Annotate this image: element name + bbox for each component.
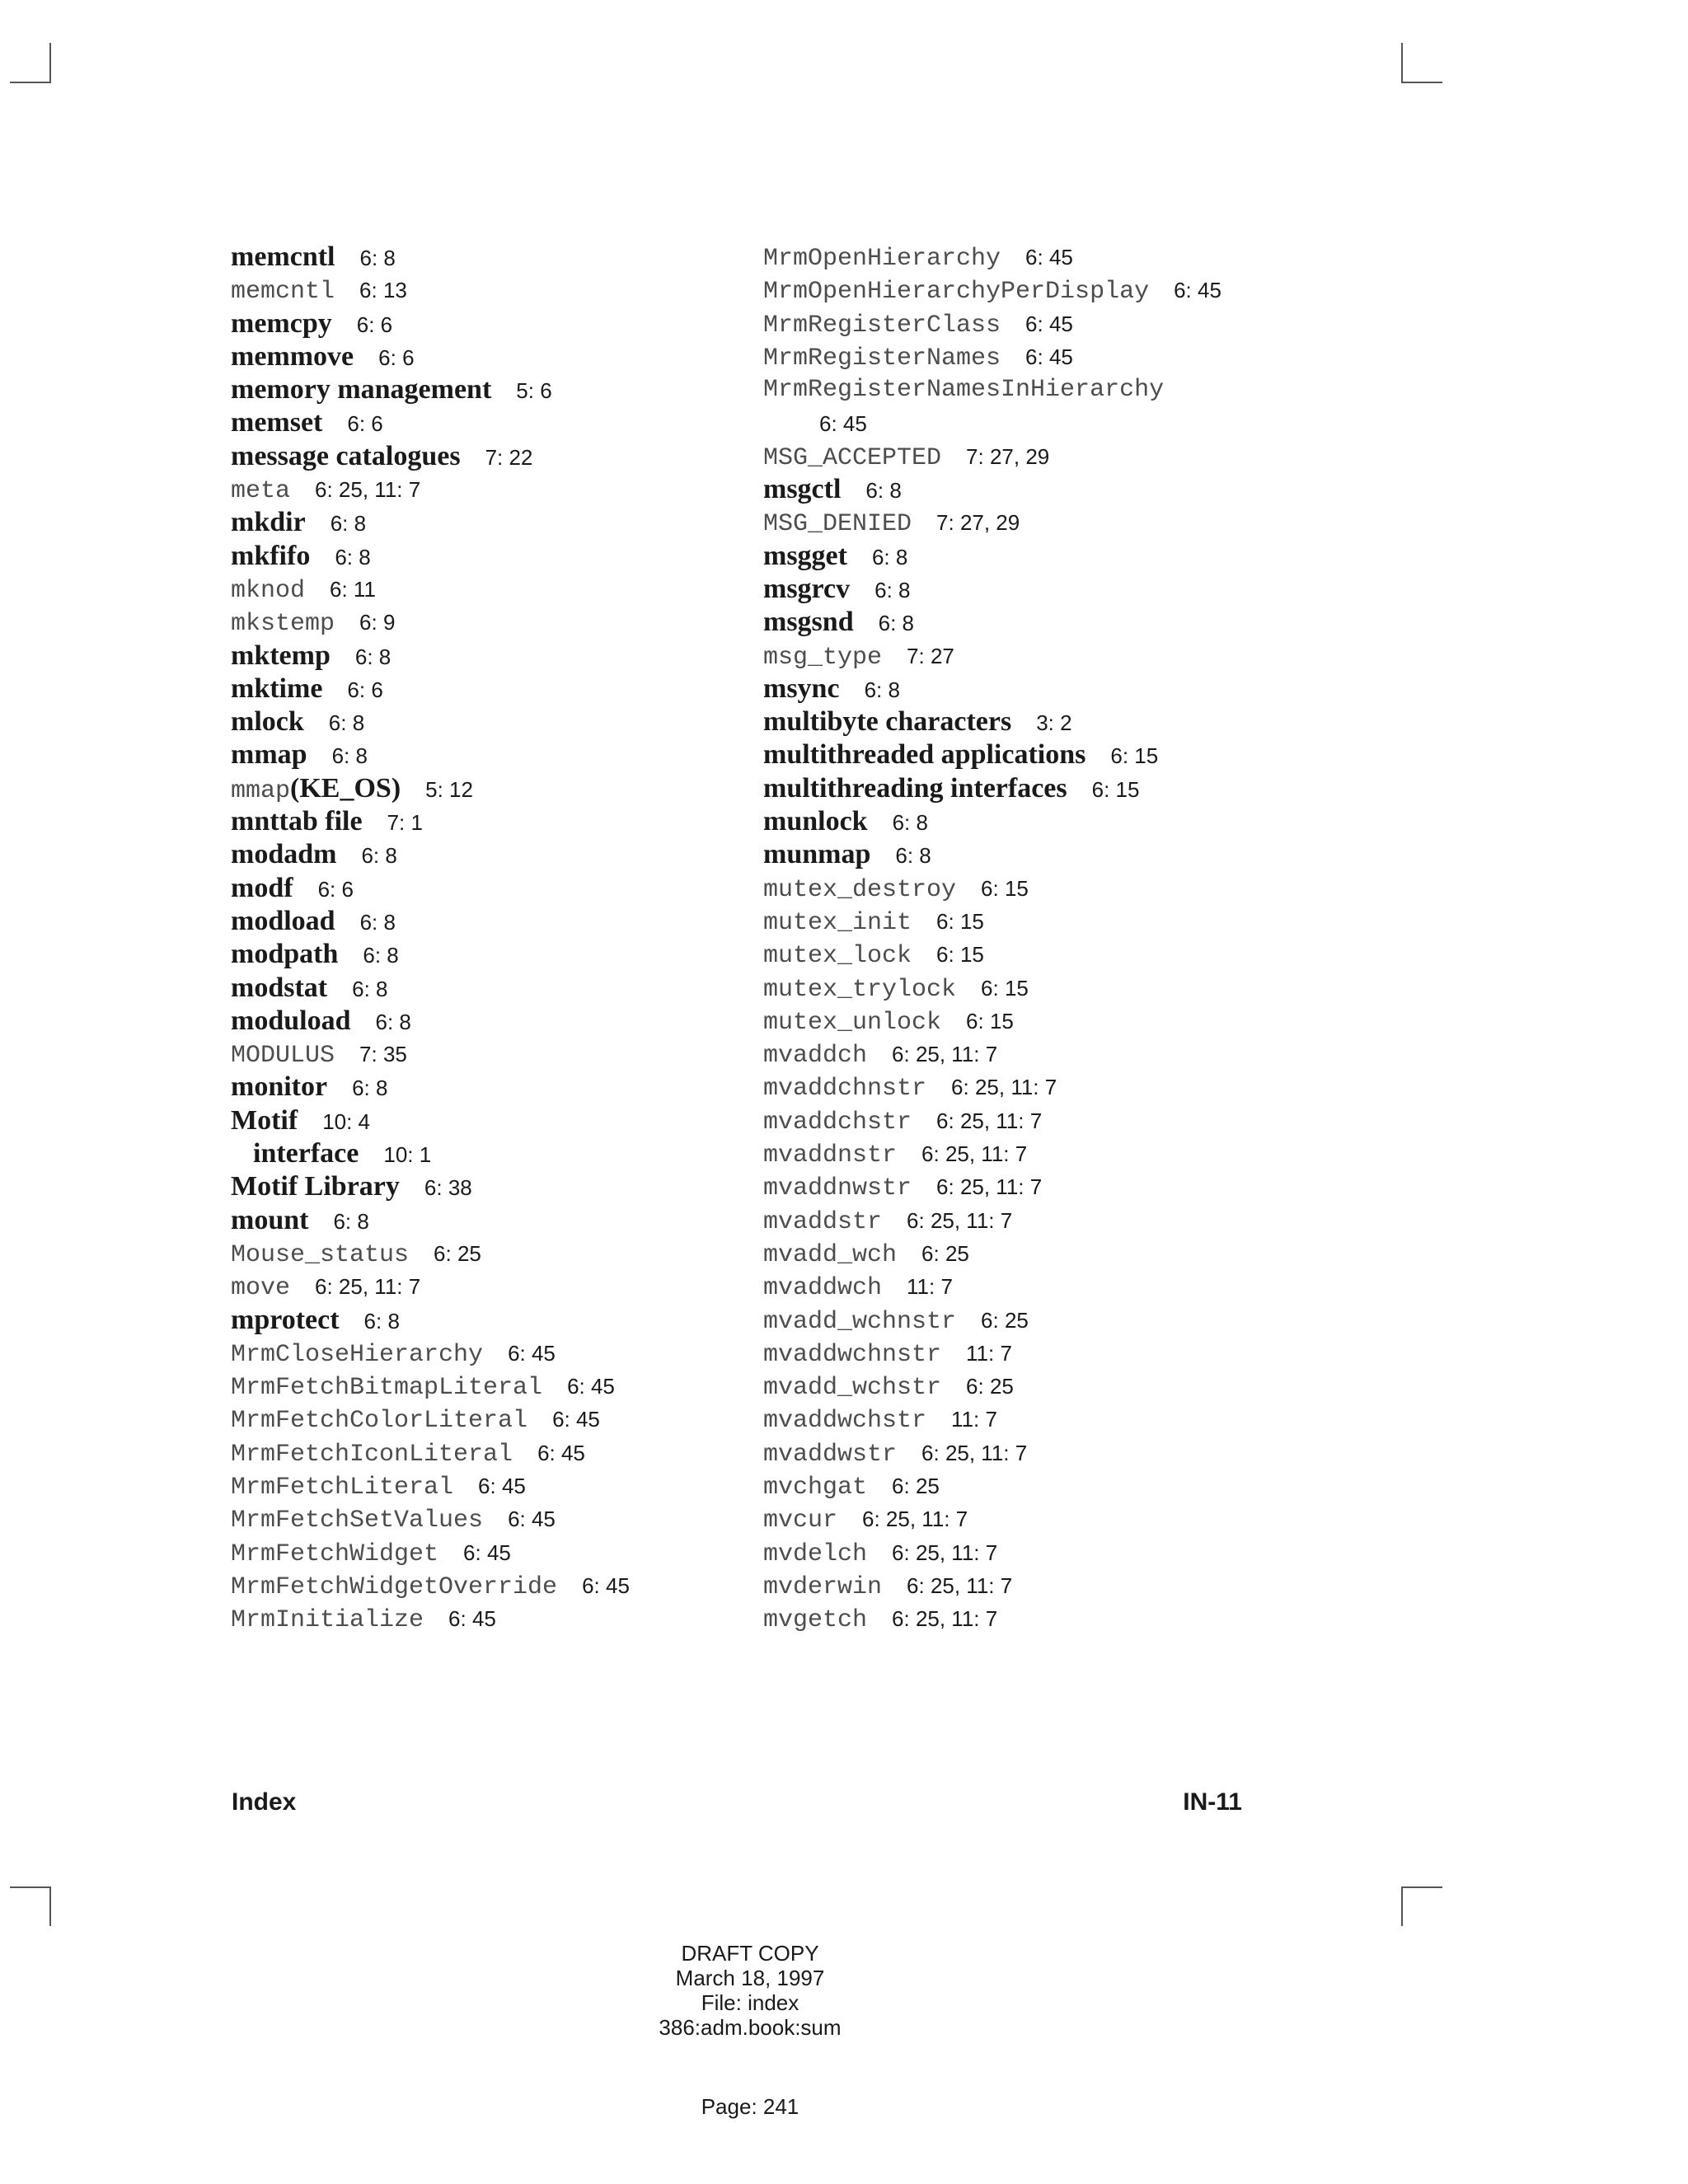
index-term: memory management xyxy=(231,374,492,405)
index-entry xyxy=(763,1270,1340,1303)
index-entry xyxy=(231,1237,742,1270)
index-page-refs: 6: 25 xyxy=(892,1473,940,1498)
index-term: mvgetch xyxy=(763,1606,868,1635)
index-term: memcntl xyxy=(231,241,335,272)
index-entry xyxy=(231,1104,742,1137)
index-term: MrmOpenHierarchyPerDisplay xyxy=(763,278,1150,307)
index-page-refs: 6: 8 xyxy=(363,1308,400,1333)
index-page-refs: 6: 8 xyxy=(333,1208,369,1234)
index-page-refs: 6: 45 xyxy=(448,1606,496,1632)
index-page-refs: 6: 25, 11: 7 xyxy=(921,1440,1028,1465)
index-term: mvdelch xyxy=(763,1540,868,1568)
index-entry xyxy=(231,1403,742,1436)
index-page-refs: 6: 25, 11: 7 xyxy=(936,1108,1043,1133)
index-entry xyxy=(231,340,742,373)
crop-mark-bottom-right-h xyxy=(1401,1886,1442,1888)
index-entry xyxy=(231,1469,742,1502)
index-page-refs: 6: 8 xyxy=(352,976,388,1001)
index-term: mutex_lock xyxy=(763,942,912,971)
index-term: mktemp xyxy=(231,640,331,671)
index-page-refs: 11: 7 xyxy=(951,1407,997,1432)
index-term: meta xyxy=(231,477,291,506)
index-term: msgctl xyxy=(763,474,842,505)
index-page-refs: 6: 8 xyxy=(871,544,908,569)
index-page-refs: 6: 25, 11: 7 xyxy=(936,1174,1043,1200)
index-page-refs: 6: 45 xyxy=(567,1374,615,1399)
index-entry xyxy=(763,640,1340,673)
index-entry xyxy=(231,705,742,738)
index-term: MrmFetchIconLiteral xyxy=(231,1440,513,1469)
index-term: MrmCloseHierarchy xyxy=(231,1340,484,1369)
index-entry xyxy=(231,606,742,639)
index-page-refs: 6: 25, 11: 7 xyxy=(315,1274,421,1300)
index-entry xyxy=(763,406,1340,439)
index-page-refs: 6: 15 xyxy=(981,875,1029,901)
index-term: Motif Library xyxy=(231,1171,400,1202)
index-entry xyxy=(763,1337,1340,1370)
index-term: mkfifo xyxy=(231,540,311,571)
index-entry xyxy=(763,1469,1340,1502)
index-term: Mouse_status xyxy=(231,1240,410,1269)
index-entry xyxy=(763,307,1340,340)
index-term: mutex_init xyxy=(763,908,912,937)
index-entry xyxy=(231,1170,742,1203)
index-term: modpath xyxy=(231,939,339,970)
index-term: Motif xyxy=(231,1104,298,1136)
index-page-refs: 7: 27, 29 xyxy=(936,510,1020,536)
index-entry xyxy=(763,1436,1340,1469)
index-term: mutex_trylock xyxy=(763,975,957,1004)
index-term: mvaddstr xyxy=(763,1207,883,1236)
index-entry xyxy=(763,1237,1340,1270)
index-term: MrmFetchBitmapLiteral xyxy=(231,1374,543,1403)
index-page-refs: 6: 45 xyxy=(1025,344,1073,369)
index-entry xyxy=(231,1569,742,1602)
index-term: mvaddwstr xyxy=(763,1440,898,1469)
index-entry xyxy=(231,872,742,905)
index-term: multibyte characters xyxy=(763,706,1012,738)
index-entry xyxy=(763,838,1340,871)
index-entry xyxy=(231,506,742,539)
index-page-refs: 6: 8 xyxy=(864,677,900,702)
index-entry xyxy=(763,540,1340,573)
index-term: mvaddwch xyxy=(763,1274,883,1303)
index-term: move xyxy=(231,1274,291,1303)
index-entry xyxy=(763,1569,1340,1602)
index-page-refs: 7: 27 xyxy=(907,643,954,668)
index-page-refs: 6: 6 xyxy=(378,344,415,370)
index-page-refs: 7: 35 xyxy=(359,1042,407,1067)
index-term: MSG_DENIED xyxy=(763,510,912,539)
crop-mark-bottom-left-h xyxy=(10,1886,51,1888)
index-entry xyxy=(763,373,1340,406)
index-term: MrmFetchWidget xyxy=(231,1540,439,1568)
index-term: moduload xyxy=(231,1005,351,1036)
index-term: MrmRegisterNamesInHierarchy xyxy=(763,376,1165,405)
index-entry xyxy=(231,573,742,606)
index-term: mvadd_wchnstr xyxy=(763,1307,957,1336)
index-entry xyxy=(231,1071,742,1104)
index-column-right xyxy=(763,241,1340,1635)
index-page-refs: 11: 7 xyxy=(966,1340,1012,1366)
index-entry xyxy=(763,905,1340,938)
index-entry xyxy=(763,440,1340,473)
index-page-refs: 6: 15 xyxy=(1110,743,1159,769)
index-page-refs: 11: 7 xyxy=(907,1274,953,1300)
index-term: mvaddchnstr xyxy=(763,1075,927,1104)
index-page-refs: 6: 6 xyxy=(317,876,354,902)
index-page-refs: 6: 8 xyxy=(874,577,911,602)
index-entry xyxy=(231,805,742,838)
index-page-refs: 6: 8 xyxy=(354,644,392,669)
index-entry xyxy=(763,673,1340,705)
crop-mark-top-left-h xyxy=(10,82,51,83)
index-page-refs: 5: 12 xyxy=(425,776,473,802)
index-term: modstat xyxy=(231,972,328,1003)
index-entry xyxy=(763,1304,1340,1337)
index-page-refs: 6: 45 xyxy=(537,1440,585,1465)
index-entry xyxy=(763,938,1340,971)
index-page-refs: 7: 1 xyxy=(387,810,423,836)
index-term: MrmFetchColorLiteral xyxy=(231,1407,528,1436)
index-term: msgsnd xyxy=(763,607,854,638)
index-entry xyxy=(763,473,1340,506)
index-entry xyxy=(763,606,1340,639)
index-term: modadm xyxy=(231,839,337,870)
index-entry xyxy=(763,805,1340,838)
index-term: munlock xyxy=(763,806,868,837)
index-term: interface xyxy=(253,1138,359,1169)
index-term: multithreaded applications xyxy=(763,739,1086,771)
index-page-refs: 7: 27, 29 xyxy=(966,443,1050,469)
index-term: MrmRegisterClass xyxy=(763,311,1001,340)
index-term: munmap xyxy=(763,839,871,870)
index-term: mvaddwchnstr xyxy=(763,1340,942,1369)
index-entry xyxy=(231,440,742,473)
index-page-refs: 6: 45 xyxy=(508,1507,556,1532)
index-page-refs: 7: 22 xyxy=(485,444,533,470)
index-page-refs: 6: 25, 11: 7 xyxy=(892,1540,998,1565)
index-term: memcntl xyxy=(231,278,335,307)
index-term: mmap xyxy=(231,776,291,805)
index-page-refs: 6: 45 xyxy=(1025,245,1073,269)
index-entry xyxy=(231,640,742,673)
index-term: MrmRegisterNames xyxy=(763,344,1001,373)
index-entry xyxy=(231,772,742,805)
index-page-refs: 6: 25, 11: 7 xyxy=(892,1606,998,1632)
index-term: mount xyxy=(231,1204,309,1235)
index-page-refs: 6: 25 xyxy=(966,1374,1014,1399)
index-page-refs: 6: 13 xyxy=(359,278,407,303)
index-term: mvcur xyxy=(763,1507,838,1535)
index-entry xyxy=(231,938,742,971)
index-page-refs: 6: 25, 11: 7 xyxy=(315,477,421,503)
index-entry xyxy=(231,1204,742,1237)
index-page-refs: 6: 25, 11: 7 xyxy=(907,1207,1013,1233)
index-term: mvaddchstr xyxy=(763,1108,912,1137)
index-page-refs: 6: 45 xyxy=(463,1540,511,1565)
index-term: mvadd_wchstr xyxy=(763,1374,942,1403)
index-entry xyxy=(763,972,1340,1005)
index-term: mmap xyxy=(231,739,307,771)
crop-mark-top-right-v xyxy=(1401,43,1403,82)
index-page-refs: 6: 8 xyxy=(878,611,914,636)
index-page-refs: 3: 2 xyxy=(1036,710,1072,736)
index-entry xyxy=(231,838,742,871)
index-entry xyxy=(231,307,742,340)
index-page-refs: 6: 45 xyxy=(508,1340,556,1366)
index-entry xyxy=(231,1304,742,1337)
index-entry xyxy=(763,1170,1340,1203)
index-term: message catalogues xyxy=(231,440,461,471)
index-entry xyxy=(763,274,1340,307)
index-entry xyxy=(763,1137,1340,1170)
index-entry xyxy=(231,1602,742,1635)
index-entry xyxy=(763,1370,1340,1403)
index-page-refs: 6: 25, 11: 7 xyxy=(921,1141,1028,1167)
draft-copy-label: DRAFT COPY xyxy=(681,1941,819,1966)
index-page-refs: 6: 45 xyxy=(552,1407,600,1432)
index-term: multithreading interfaces xyxy=(763,772,1067,804)
index-term: msync xyxy=(763,673,840,704)
index-term: msgrcv xyxy=(763,573,851,604)
index-entry xyxy=(231,1270,742,1303)
index-term: modf xyxy=(231,872,293,903)
index-term: mknod xyxy=(231,576,306,605)
index-page-refs: 6: 8 xyxy=(352,1076,388,1101)
draft-file: File: index xyxy=(701,1990,799,2015)
index-entry xyxy=(763,340,1340,373)
index-entry xyxy=(231,972,742,1005)
index-entry xyxy=(231,1436,742,1469)
index-page-refs: 6: 15 xyxy=(981,975,1029,1001)
index-term: memmove xyxy=(231,340,354,372)
index-entry xyxy=(763,738,1340,771)
index-term: memset xyxy=(231,407,323,438)
index-page-refs: 6: 8 xyxy=(892,810,928,836)
index-page-refs: 10: 1 xyxy=(383,1142,432,1168)
index-entry xyxy=(231,1337,742,1370)
index-entry xyxy=(763,1602,1340,1635)
index-page-refs: 6: 8 xyxy=(328,710,365,736)
index-page-refs: 6: 15 xyxy=(936,942,984,968)
index-page-refs: 6: 38 xyxy=(424,1175,472,1201)
index-page-refs: 6: 25 xyxy=(981,1307,1029,1333)
index-term: mkstemp xyxy=(231,610,335,639)
index-term: mprotect xyxy=(231,1304,340,1335)
index-term: mutex_destroy xyxy=(763,875,957,904)
index-entry xyxy=(763,1204,1340,1237)
index-term: mvchgat xyxy=(763,1473,868,1502)
index-page-refs: 6: 15 xyxy=(1091,776,1140,802)
index-term: MrmFetchWidgetOverride xyxy=(231,1572,558,1601)
index-term: mutex_unlock xyxy=(763,1008,942,1037)
index-term: mvaddnwstr xyxy=(763,1174,912,1203)
index-page-refs: 6: 6 xyxy=(356,312,393,337)
index-page-refs: 6: 25 xyxy=(434,1240,481,1266)
index-entry xyxy=(763,1038,1340,1071)
crop-mark-top-left-v xyxy=(49,43,51,82)
index-term: mnttab file xyxy=(231,806,363,837)
index-page-refs: 6: 8 xyxy=(359,909,396,935)
index-page-refs: 6: 8 xyxy=(335,544,371,569)
index-entry xyxy=(763,1071,1340,1104)
index-term: MSG_ACCEPTED xyxy=(763,443,942,472)
index-entry xyxy=(763,1104,1340,1137)
index-page-refs: 6: 25, 11: 7 xyxy=(951,1075,1057,1100)
index-page-refs: 6: 6 xyxy=(347,411,383,437)
draft-book-path: 386:adm.book:sum xyxy=(659,2015,842,2040)
index-page-refs: 6: 45 xyxy=(1025,311,1073,336)
draft-date: March 18, 1997 xyxy=(675,1966,825,1990)
draft-copy-block xyxy=(585,1941,915,2040)
index-page-refs: 6: 15 xyxy=(966,1008,1014,1033)
index-page-refs: 5: 6 xyxy=(516,378,552,404)
index-entry xyxy=(763,705,1340,738)
index-term: mvaddwchstr xyxy=(763,1407,927,1436)
index-page-refs: 6: 45 xyxy=(478,1473,526,1498)
index-page-refs: 6: 25, 11: 7 xyxy=(892,1042,998,1067)
index-entry xyxy=(231,406,742,439)
crop-mark-top-right-h xyxy=(1401,82,1442,83)
index-page-refs: 6: 8 xyxy=(895,843,931,869)
index-entry xyxy=(231,274,742,307)
index-page-refs: 6: 8 xyxy=(330,511,367,537)
index-entry xyxy=(231,1370,742,1403)
index-entry xyxy=(763,1502,1340,1535)
index-page-refs: 6: 25, 11: 7 xyxy=(907,1572,1013,1598)
index-term: mktime xyxy=(231,673,323,704)
index-entry xyxy=(231,1005,742,1038)
index-page-refs: 6: 8 xyxy=(361,843,397,869)
index-page-refs: 6: 25, 11: 7 xyxy=(862,1507,968,1532)
index-term: memcpy xyxy=(231,307,332,339)
index-page-refs: 6: 8 xyxy=(331,743,368,769)
index-term: MrmFetchSetValues xyxy=(231,1507,484,1535)
index-term: mvaddnstr xyxy=(763,1141,898,1170)
index-term: MrmFetchLiteral xyxy=(231,1473,454,1502)
index-entry xyxy=(231,1137,742,1170)
index-entry xyxy=(763,241,1340,274)
index-entry xyxy=(231,1502,742,1535)
index-term-suffix: (KE_OS) xyxy=(290,772,401,804)
page-number: Page: 241 xyxy=(701,2094,799,2119)
index-term: modload xyxy=(231,905,335,936)
index-page-refs: 6: 11 xyxy=(330,576,376,602)
index-term: mlock xyxy=(231,706,304,738)
index-entry xyxy=(231,241,742,274)
index-entry xyxy=(231,373,742,406)
index-page-refs: 6: 45 xyxy=(582,1572,630,1598)
index-term: mvaddch xyxy=(763,1042,868,1071)
index-entry xyxy=(231,1038,742,1071)
index-page-refs: 6: 45 xyxy=(819,411,867,437)
running-footer-page-label: IN-11 xyxy=(1183,1788,1242,1816)
index-page-refs: 6: 9 xyxy=(359,610,396,635)
index-entry xyxy=(231,1536,742,1569)
index-page-refs: 6: 45 xyxy=(1174,278,1221,303)
index-entry xyxy=(763,1403,1340,1436)
index-term: mkdir xyxy=(231,507,306,538)
index-entry xyxy=(231,540,742,573)
index-column-left xyxy=(231,241,742,1635)
index-term: monitor xyxy=(231,1071,328,1103)
index-page-refs: 10: 4 xyxy=(322,1108,371,1134)
index-page-refs: 6: 15 xyxy=(936,908,984,934)
index-entry xyxy=(231,673,742,705)
index-page-refs: 6: 8 xyxy=(363,943,399,968)
index-entry xyxy=(763,872,1340,905)
crop-mark-bottom-right-v xyxy=(1401,1886,1403,1926)
index-page-refs: 6: 8 xyxy=(865,478,902,504)
index-page-refs: 6: 8 xyxy=(359,246,396,270)
index-page-refs: 6: 25 xyxy=(921,1240,969,1266)
index-entry xyxy=(763,772,1340,805)
index-entry xyxy=(231,738,742,771)
index-page-refs: 6: 6 xyxy=(347,677,383,702)
index-page-refs: 6: 8 xyxy=(375,1009,411,1034)
index-term: msg_type xyxy=(763,643,883,672)
running-footer-section: Index xyxy=(232,1788,297,1816)
index-term: mvderwin xyxy=(763,1572,883,1601)
index-term: mvadd_wch xyxy=(763,1240,898,1269)
index-term: MrmInitialize xyxy=(231,1606,424,1635)
index-entry xyxy=(763,1005,1340,1038)
crop-mark-bottom-left-v xyxy=(49,1886,51,1926)
index-entry xyxy=(231,473,742,506)
index-entry xyxy=(763,1536,1340,1569)
index-entry xyxy=(763,506,1340,539)
index-entry xyxy=(763,573,1340,606)
index-entry xyxy=(231,905,742,938)
index-term: MODULUS xyxy=(231,1042,335,1071)
index-term: msgget xyxy=(763,540,847,571)
index-term: MrmOpenHierarchy xyxy=(763,245,1001,273)
